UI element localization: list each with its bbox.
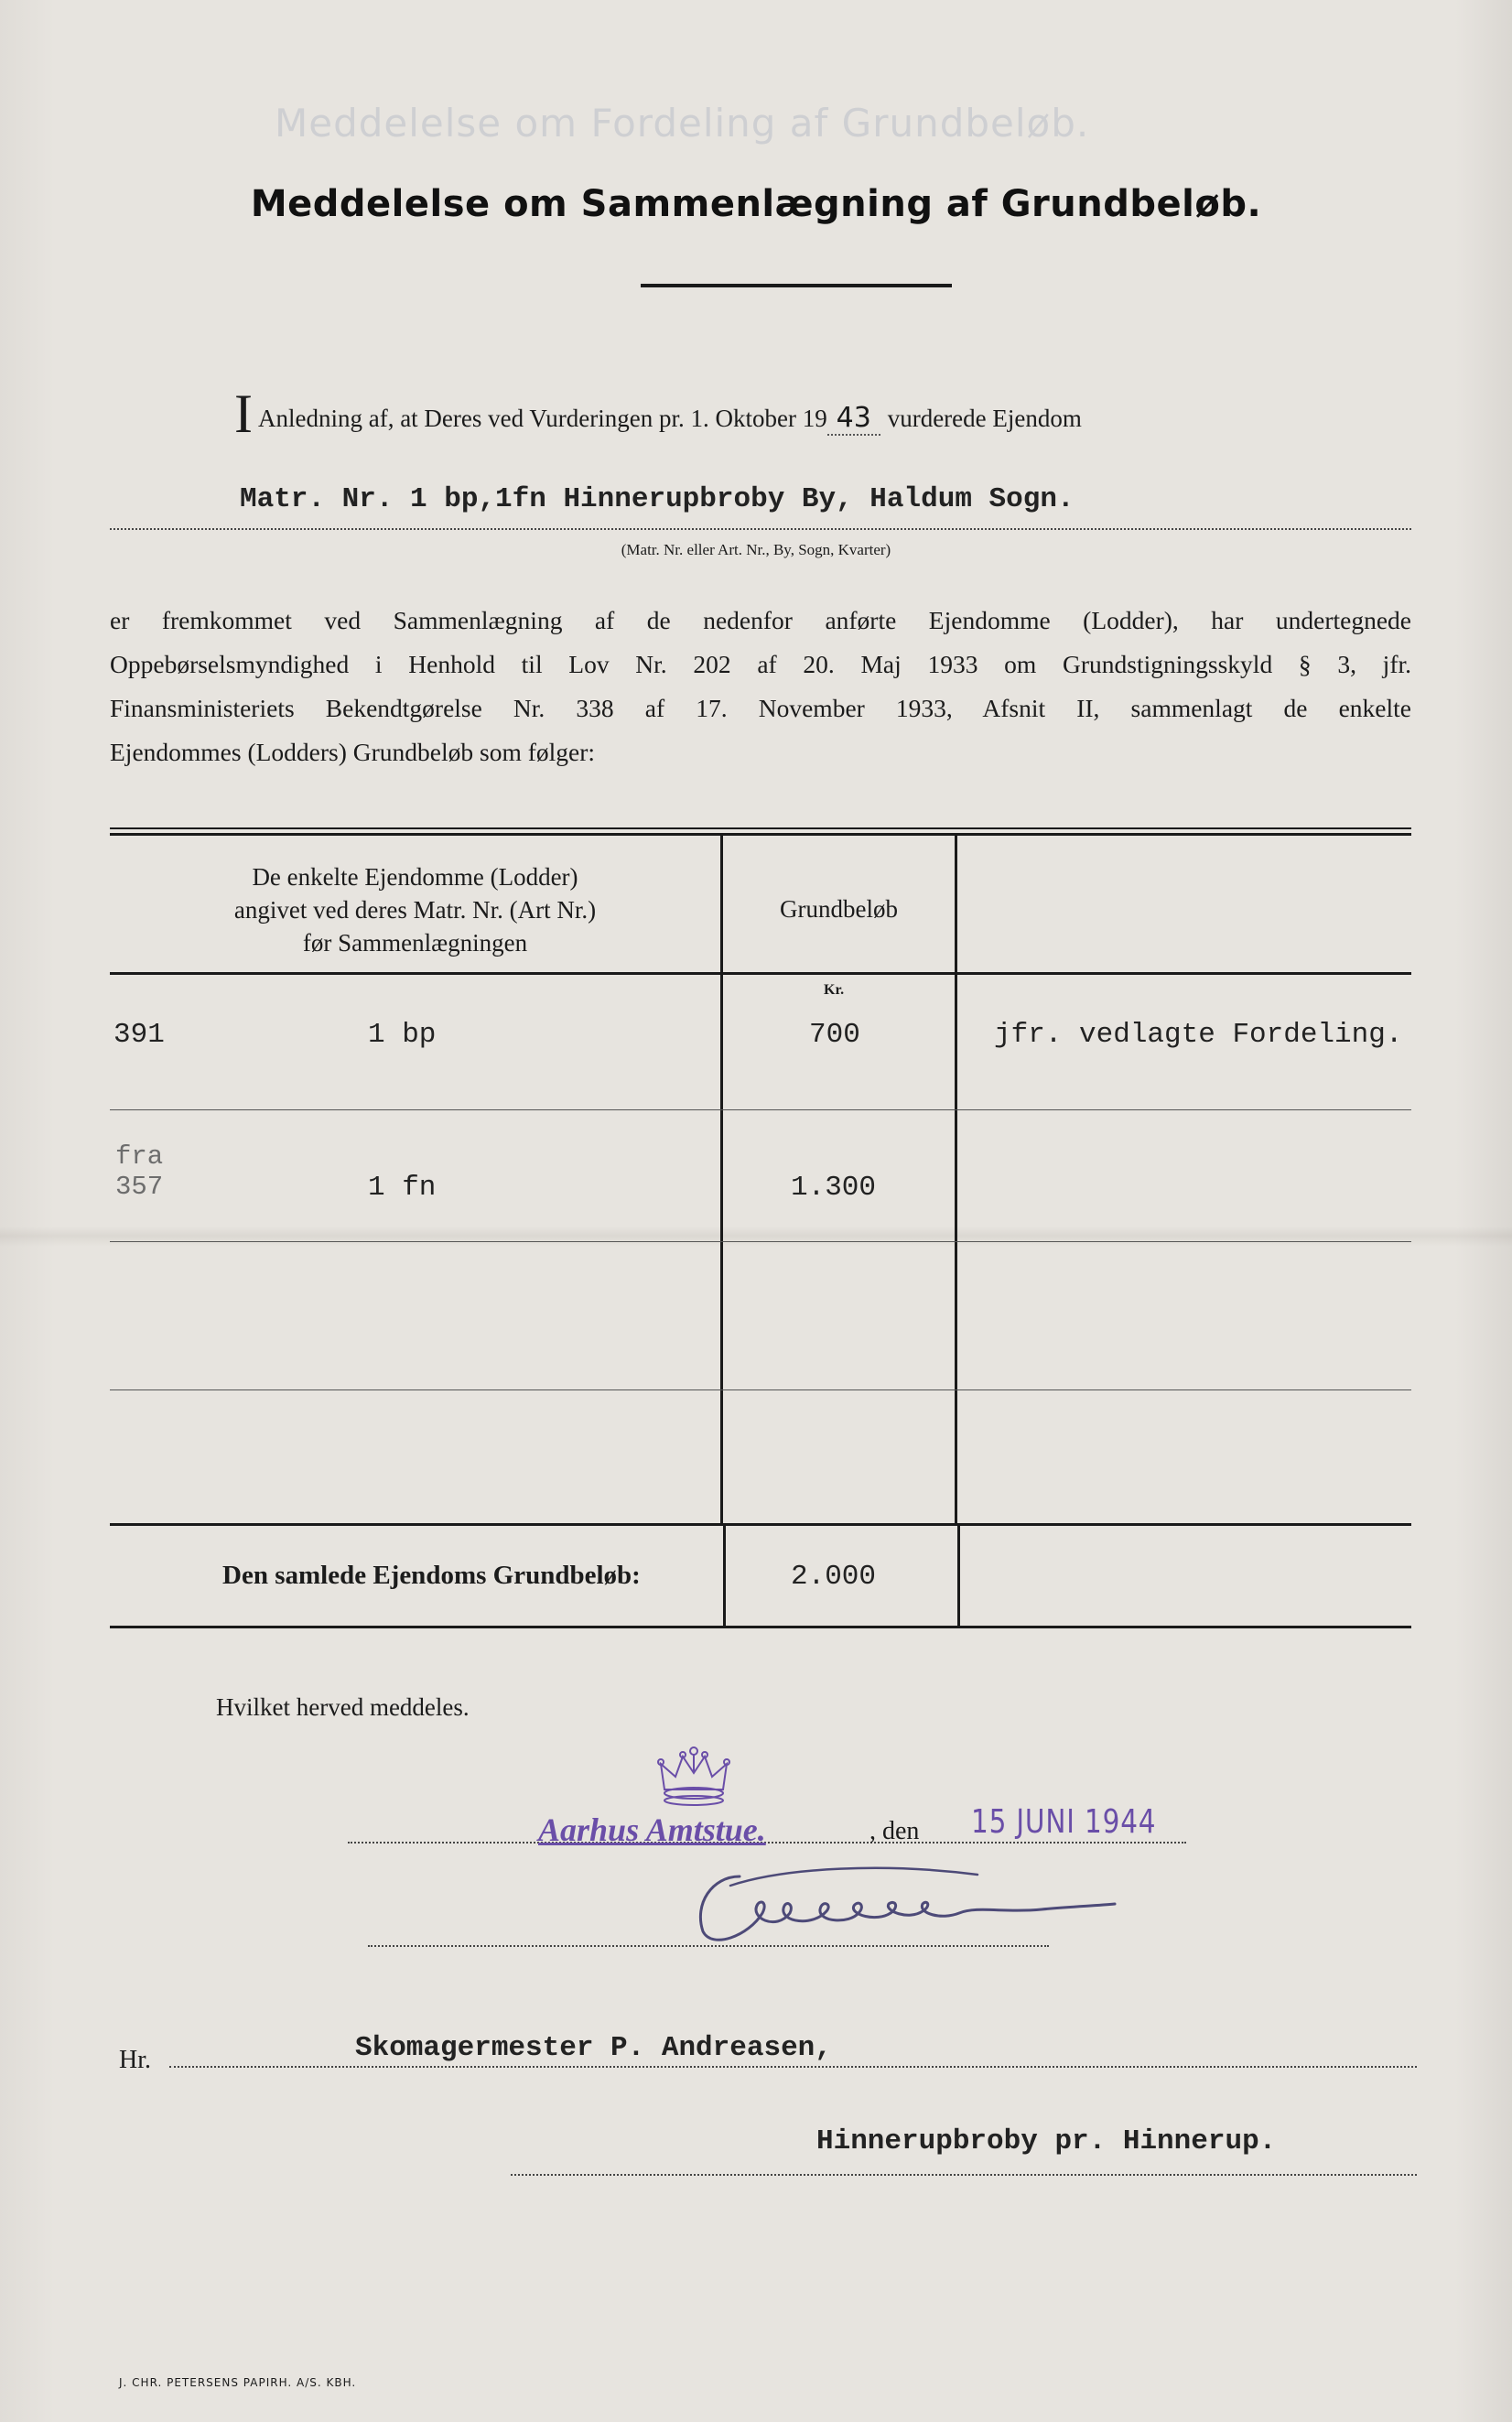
header-line: De enkelte Ejendomme (Lodder) [252, 863, 578, 891]
table-header-col2: Grundbeløb [780, 895, 898, 923]
table-top-rule [110, 833, 1411, 836]
recipient-dotted-line [169, 2066, 1417, 2068]
title-underline [641, 284, 952, 287]
page-title: Meddelelse om Sammenlægning af Grundbeløb. [250, 183, 1262, 225]
table-divider [720, 836, 723, 1524]
signature-dotted-line [368, 1945, 1049, 1947]
table-header-rule [110, 972, 1411, 975]
total-value: 2.000 [791, 1561, 877, 1593]
address-dotted-line [511, 2174, 1417, 2176]
intro-text: Anledning af, at Deres ved Vurderingen pr. 1. Oktober 19 [257, 405, 827, 432]
table-divider [955, 836, 957, 1524]
body-paragraph [110, 599, 1411, 774]
table-top-rule [110, 827, 1411, 829]
row-line [110, 1389, 1411, 1390]
property-dotted-line [110, 528, 1411, 530]
paragraph-line: Oppebørselsmyndighed i Henhold til Lov Nr. 202 af 20. Maj 1933 om Grundstigningsskyld § 3, jfr. [110, 650, 1411, 678]
row2-note: fra [115, 1141, 164, 1172]
table-divider [957, 1524, 960, 1627]
intro-line [234, 383, 1082, 446]
currency-unit: Kr. [824, 982, 845, 998]
row1-amount: 700 [809, 1019, 860, 1051]
row1-remark: jfr. vedlagte Fordeling. [994, 1019, 1403, 1051]
ghost-heading: Meddelelse om Fordeling af Grundbeløb. [275, 101, 1090, 146]
paragraph-line: er fremkommet ved Sammenlægning af de nedenfor anførte Ejendomme (Lodder), har undertegnede [110, 606, 1411, 634]
header-line: før Sammenlægningen [302, 929, 528, 957]
property-caption: (Matr. Nr. eller Art. Nr., By, Sogn, Kvarter) [621, 541, 891, 558]
paragraph-line: Finansministeriets Bekendtgørelse Nr. 338 af 17. November 1933, Afsnit II, sammenlagt de enkelte [110, 694, 1411, 722]
salutation: Hr. [119, 2046, 151, 2074]
total-label: Den samlede Ejendoms Grundbeløb: [222, 1561, 641, 1590]
signature-icon [675, 1849, 1133, 1954]
den-label: , den [869, 1817, 920, 1845]
date-dotted-line [348, 1842, 1186, 1844]
intro-suffix: vurderede Ejendom [887, 405, 1082, 432]
recipient-address: Hinnerupbroby pr. Hinnerup. [816, 2125, 1277, 2157]
intro-initial: I [234, 384, 253, 444]
crown-icon [657, 1744, 730, 1812]
date-stamp: 15 JUNI 1944 [971, 1803, 1157, 1841]
row2-art: 357 [115, 1172, 164, 1202]
table-divider [723, 1524, 726, 1627]
intro-year: 43 [827, 402, 880, 436]
place-stamp: Aarhus Amtstue. [538, 1811, 766, 1848]
row2-amount: 1.300 [791, 1172, 877, 1204]
printer-mark: J. CHR. PETERSENS PAPIRH. A/S. KBH. [119, 2376, 357, 2389]
table-total-rule [110, 1523, 1411, 1526]
property-id: Matr. Nr. 1 bp,1fn Hinnerupbroby By, Haldum Sogn. [240, 483, 1075, 515]
header-line: angivet ved deres Matr. Nr. (Art Nr.) [233, 896, 597, 924]
row2-matr: 1 fn [368, 1172, 437, 1204]
table-bottom-rule [110, 1626, 1411, 1628]
table-header-col1 [110, 860, 720, 959]
row-line [110, 1241, 1411, 1242]
row1-art: 391 [113, 1019, 165, 1051]
paragraph-line: Ejendommes (Lodders) Grundbeløb som følger: [110, 738, 596, 766]
row-line [110, 1109, 1411, 1110]
closing-text: Hvilket herved meddeles. [216, 1693, 470, 1721]
row1-matr: 1 bp [368, 1019, 437, 1051]
recipient-name: Skomagermester P. Andreasen, [355, 2032, 832, 2064]
